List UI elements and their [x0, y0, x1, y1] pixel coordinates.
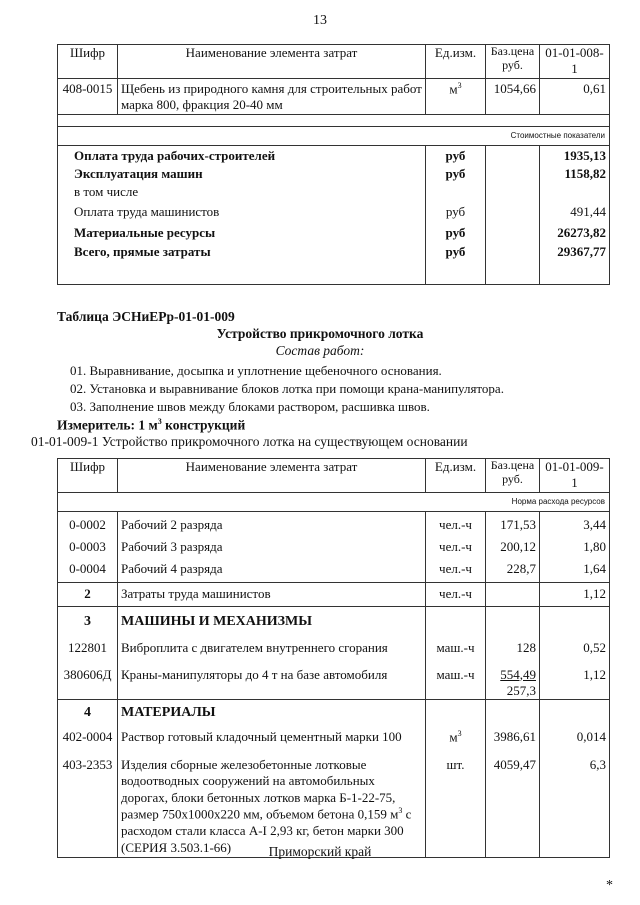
- row-name: Раствор готовый кладочный цементный марки 100: [118, 726, 426, 754]
- measure-unit: Измеритель: 1 $м^3$ конструкций: [57, 417, 246, 433]
- row-name: Изделия сборные железобетонные лотковые водоотводных сооружений на автомобильных дорогах, блоки бетонных лотков марка Б-1-22-75, размер 750x1000x220 мм, объемом бетона 0,159 $м^3$ с расходом стали класса А-I 2,93 кг, бетон марки 300 (СЕРИЯ 3.503.1-66): [118, 754, 426, 858]
- row-name: Рабочий 4 разряда: [118, 561, 426, 583]
- row-code: 402-0004: [58, 726, 118, 754]
- page-footer: Приморский край: [268, 844, 372, 859]
- row-price: 228,7: [486, 561, 540, 583]
- norm-variant: 01-01-009-1 Устройство прикромочного лотка на существующем основании: [31, 434, 468, 449]
- cost-unit: руб: [426, 200, 486, 220]
- table-row: [58, 539, 610, 561]
- section-row-materials: [58, 700, 610, 726]
- table-row: [58, 726, 610, 754]
- row-unit: $м^3$: [426, 79, 486, 115]
- section-row-machines: [58, 607, 610, 637]
- row-value: 1,12: [540, 583, 610, 607]
- cost-value: 491,44: [540, 200, 610, 220]
- cost-name: Оплата труда рабочих-строителей: [58, 145, 426, 164]
- row-value: 0,61: [540, 79, 610, 115]
- row-name: Рабочий 3 разряда: [118, 539, 426, 561]
- row-unit: маш.-ч: [426, 665, 486, 700]
- col-header-unit: Ед.изм.: [426, 45, 486, 79]
- subheader-cost-indicators: Стоимостные показатели: [58, 126, 610, 145]
- row-code: 3: [58, 607, 118, 637]
- row-value: 6,3: [540, 754, 610, 858]
- row-unit: чел.-ч: [426, 539, 486, 561]
- row-code: 403-2353: [58, 754, 118, 858]
- row-price: 200,12: [486, 539, 540, 561]
- cost-name: Эксплуатация машин: [58, 164, 426, 182]
- table-header: [58, 459, 610, 493]
- cost-unit: руб: [426, 221, 486, 241]
- col-header-name: Наименование элемента затрат: [118, 459, 426, 493]
- row-name: Щебень из природного камня для строительных работ марка 800, фракция 20-40 мм: [118, 79, 426, 115]
- row-code: 408-0015: [58, 79, 118, 115]
- col-header-norm: 01-01-009-1: [540, 459, 610, 493]
- col-header-code: Шифр: [58, 459, 118, 493]
- row-price: 1054,66: [486, 79, 540, 115]
- cost-row: [58, 221, 610, 241]
- table-row: [58, 583, 610, 607]
- cost-value: 1158,82: [540, 164, 610, 182]
- row-code: 0-0004: [58, 561, 118, 583]
- cost-row: [58, 200, 610, 220]
- row-price: 554,49 257,3: [486, 665, 540, 700]
- work-step-3: 03. Заполнение швов между блоками раствором, расшивка швов.: [70, 399, 430, 414]
- row-code: 0-0002: [58, 517, 118, 539]
- cost-row: [58, 241, 610, 260]
- row-unit: шт.: [426, 754, 486, 858]
- row-name: Виброплита с двигателем внутреннего сгорания: [118, 637, 426, 665]
- resource-table-01-01-009-1: [57, 458, 610, 858]
- col-header-unit: Ед.изм.: [426, 459, 486, 493]
- row-unit: маш.-ч: [426, 637, 486, 665]
- table-row: [58, 754, 610, 858]
- section-subtitle: Состав работ:: [275, 343, 365, 358]
- row-code: 0-0003: [58, 539, 118, 561]
- cost-value: [540, 182, 610, 200]
- row-price: 128: [486, 637, 540, 665]
- cost-table-01-01-008-1: [57, 44, 610, 285]
- row-value: 0,52: [540, 637, 610, 665]
- table-row: [58, 561, 610, 583]
- corner-mark: *: [606, 878, 613, 893]
- cost-unit: руб: [426, 164, 486, 182]
- row-value: 1,12: [540, 665, 610, 700]
- table-row: [58, 637, 610, 665]
- row-unit: чел.-ч: [426, 517, 486, 539]
- cost-row: [58, 182, 610, 200]
- cost-name: в том числе: [58, 182, 426, 200]
- cost-row: [58, 164, 610, 182]
- row-price: 171,53: [486, 517, 540, 539]
- cost-value: 29367,77: [540, 241, 610, 260]
- table-row: [58, 79, 610, 115]
- col-header-price: Баз.цена руб.: [486, 459, 540, 493]
- cost-unit: руб: [426, 145, 486, 164]
- row-name: Краны-манипуляторы до 4 т на базе автомобиля: [118, 665, 426, 700]
- subheader-resource-norms: Норма расхода ресурсов: [58, 493, 610, 512]
- row-value: 1,64: [540, 561, 610, 583]
- cost-name: Оплата труда машинистов: [58, 200, 426, 220]
- row-unit: $м^3$: [426, 726, 486, 754]
- cost-value: 26273,82: [540, 221, 610, 241]
- row-value: 3,44: [540, 517, 610, 539]
- table-row: [58, 517, 610, 539]
- cost-value: 1935,13: [540, 145, 610, 164]
- row-code: 2: [58, 583, 118, 607]
- row-price: 4059,47: [486, 754, 540, 858]
- row-value: 0,014: [540, 726, 610, 754]
- table-label: Таблица ЭСНиЕРр-01-01-009: [57, 309, 235, 324]
- cost-name: Всего, прямые затраты: [58, 241, 426, 260]
- work-step-2: 02. Установка и выравнивание блоков лотка при помощи крана-манипулятора.: [70, 381, 504, 396]
- cost-name: Материальные ресурсы: [58, 221, 426, 241]
- page-number: 13: [313, 13, 327, 28]
- section-heading: МАТЕРИАЛЫ: [118, 700, 426, 726]
- row-unit: чел.-ч: [426, 583, 486, 607]
- row-price: 3986,61: [486, 726, 540, 754]
- row-code: 380606Д: [58, 665, 118, 700]
- row-unit: чел.-ч: [426, 561, 486, 583]
- col-header-norm: 01-01-008-1: [540, 45, 610, 79]
- work-step-1: 01. Выравнивание, досыпка и уплотнение щебеночного основания.: [70, 363, 442, 378]
- row-name: Затраты труда машинистов: [118, 583, 426, 607]
- table-row: [58, 665, 610, 700]
- col-header-price: Баз.цена руб.: [486, 45, 540, 79]
- row-code: 4: [58, 700, 118, 726]
- col-header-code: Шифр: [58, 45, 118, 79]
- table-header: [58, 45, 610, 79]
- row-value: 1,80: [540, 539, 610, 561]
- section-title: Устройство прикромочного лотка: [216, 326, 424, 341]
- row-name: Рабочий 2 разряда: [118, 517, 426, 539]
- col-header-name: Наименование элемента затрат: [118, 45, 426, 79]
- section-heading: МАШИНЫ И МЕХАНИЗМЫ: [118, 607, 426, 637]
- cost-unit: [426, 182, 486, 200]
- row-code: 122801: [58, 637, 118, 665]
- cost-unit: руб: [426, 241, 486, 260]
- cost-row: [58, 145, 610, 164]
